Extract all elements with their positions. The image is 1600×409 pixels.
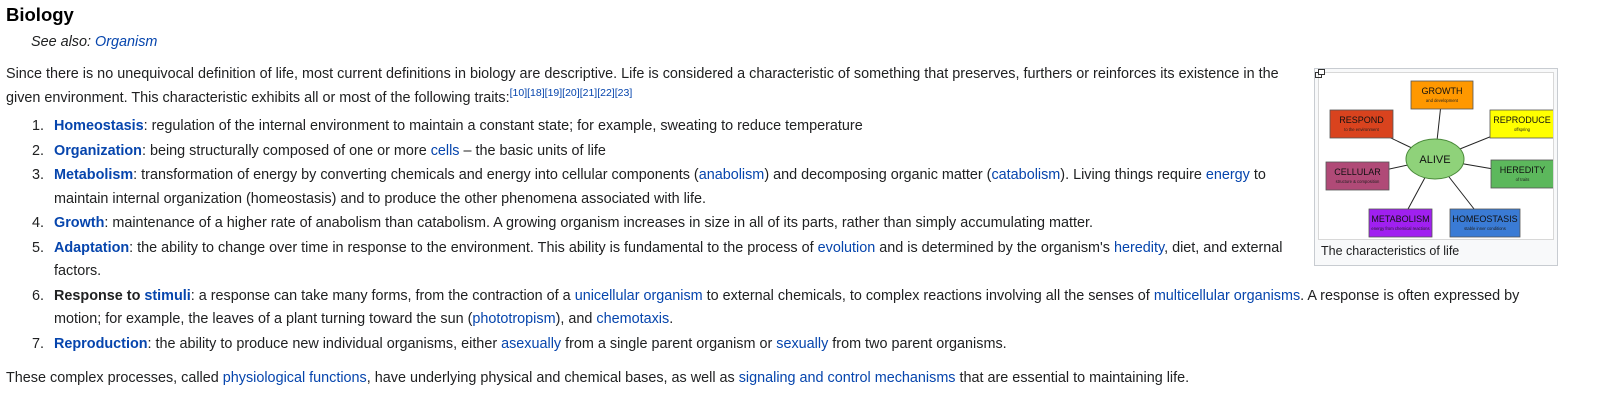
trait-item-adaptation [0,237,1284,284]
trait-text: : transformation of energy by converting chemicals and energy into cellular components ( [133,167,699,183]
link-energy[interactable]: energy [1205,167,1250,183]
section-heading: Biology [6,4,74,25]
intro-text: Since there is no unequivocal definition of life, most current definitions in biology are descriptive. Life is considered a characteristic of something that preserves, furthers or reinforces its existence in the given environment. This characteristic exhibits all or most of the following traits: [6,66,1279,106]
link-physiological-functions[interactable]: physiological functions [222,370,367,386]
trait-item-growth [0,212,1284,236]
trait-text: : regulation of the internal environment to maintain a constant state; for example, sweating to reduce temperature [143,118,863,134]
trait-text: from a single parent organism or [561,335,777,352]
trait-text: and is determined by the organism's [875,239,1114,256]
trait-link-organization[interactable]: Organization [54,142,142,159]
link-asexually[interactable]: asexually [501,335,562,352]
trait-link-adaptation[interactable]: Adaptation [54,239,130,256]
trait-text: : being structurally composed of one or more [141,142,431,159]
trait-text: . [669,311,674,327]
intro-references [510,87,633,99]
reference-link[interactable]: [22] [597,86,615,99]
reference-link[interactable]: [19] [544,86,563,99]
diagram-node-label: HEREDITY [1499,165,1546,175]
trait-text: to maintain internal organization (homeostasis) and to produce the other phenomena associated with life. [54,167,1266,207]
diagram-node-sublabel: offspring [1514,127,1530,132]
magnify-clip-icon[interactable] [1315,69,1325,78]
reference-link[interactable]: [23] [614,86,633,99]
trait-link-reproduction[interactable]: Reproduction [54,335,148,352]
list-number: 4. [32,215,45,231]
link-multicellular-organisms[interactable]: multicellular organisms [1153,287,1301,304]
closing-text: These complex processes, called [6,370,223,386]
link-phototropism[interactable]: phototropism [472,311,556,327]
link-catabolism[interactable]: catabolism [991,167,1061,183]
diagram-node-sublabel: of traits [1515,177,1530,182]
diagram-center-label: ALIVE [1419,154,1451,166]
link-signaling-and-control[interactable]: signaling and control mechanisms [738,370,956,386]
trait-item-organization [0,140,1284,164]
trait-text: . A response is often expressed by motion; for example, the leaves of a plant turning toward the sun ( [54,287,1520,327]
trait-link-metabolism[interactable]: Metabolism [54,167,134,183]
diagram-node-sublabel: stable inner conditions [1464,226,1506,231]
list-number: 1. [32,118,45,134]
link-chemotaxis[interactable]: chemotaxis [596,311,670,327]
trait-text: , diet, and external factors. [54,239,1283,279]
link-sexually[interactable]: sexually [776,335,829,352]
trait-item-homeostasis [0,115,1284,139]
figure-image[interactable] [1318,72,1554,240]
characteristics-diagram [1319,73,1553,239]
diagram-node-label: REPRODUCE [1493,115,1551,125]
reference-link[interactable]: [21] [579,86,598,99]
trait-item-response [0,285,1564,332]
trait-text: : the ability to produce new individual organisms, either [147,335,502,352]
trait-text: : a response can take many forms, from the contraction of a [190,287,575,304]
reference-link[interactable]: [10] [509,86,528,99]
diagram-node-label: CELLULAR [1334,167,1381,177]
link-cells[interactable]: cells [430,142,460,159]
trait-link-homeostasis[interactable]: Homeostasis [54,118,144,134]
trait-item-reproduction [0,333,1564,357]
trait-text: – the basic units of life [459,142,606,159]
figure-caption: The characteristics of life [1321,244,1460,258]
list-number: 6. [32,287,45,304]
closing-paragraph [6,367,1596,391]
trait-link-stimuli[interactable]: stimuli [144,287,191,304]
trait-text: : the ability to change over time in response to the environment. This ability is fundamental to the process of [129,239,818,256]
reference-link[interactable]: [20] [562,86,580,99]
list-number: 5. [32,239,45,256]
link-unicellular-organism[interactable]: unicellular organism [574,287,703,304]
hatnote-link-organism[interactable]: Organism [95,34,158,50]
list-number: 2. [32,142,45,159]
figure-thumbnail [1314,68,1558,266]
hatnote [31,33,157,51]
link-evolution[interactable]: evolution [817,239,876,256]
hatnote-prefix: See also: [31,34,95,50]
trait-text: ). Living things require [1060,167,1206,183]
closing-text: , have underlying physical and chemical bases, as well as [366,370,739,386]
diagram-node-label: RESPOND [1339,115,1384,125]
list-number: 3. [32,167,45,183]
diagram-node-label: METABOLISM [1371,214,1430,224]
trait-term-prefix: Response to [54,287,145,304]
trait-text: ), and [555,311,597,327]
diagram-node-label: GROWTH [1421,86,1463,96]
trait-text: : maintenance of a higher rate of anabolism than catabolism. A growing organism increases in size in all of its parts, rather than simply accumulating matter. [104,215,1094,231]
diagram-node-sublabel: energy from chemical reactions [1371,226,1430,231]
diagram-node-sublabel: structure & composition [1335,179,1380,184]
link-heredity[interactable]: heredity [1113,239,1165,256]
trait-text: from two parent organisms. [828,335,1007,352]
trait-text: to external chemicals, to complex reactions involving all the senses of [702,287,1154,304]
list-number: 7. [32,335,45,352]
diagram-node-label: HOMEOSTASIS [1452,214,1518,224]
diagram-node-sublabel: to the environment [1344,127,1379,132]
reference-link[interactable]: [18] [527,86,545,99]
closing-text: that are essential to maintaining life. [955,370,1190,386]
trait-link-growth[interactable]: Growth [54,215,105,231]
trait-text: ) and decomposing organic matter ( [764,167,992,183]
intro-paragraph [6,63,1316,110]
trait-item-metabolism [0,164,1284,211]
link-anabolism[interactable]: anabolism [698,167,765,183]
diagram-node-sublabel: and development [1425,98,1459,103]
